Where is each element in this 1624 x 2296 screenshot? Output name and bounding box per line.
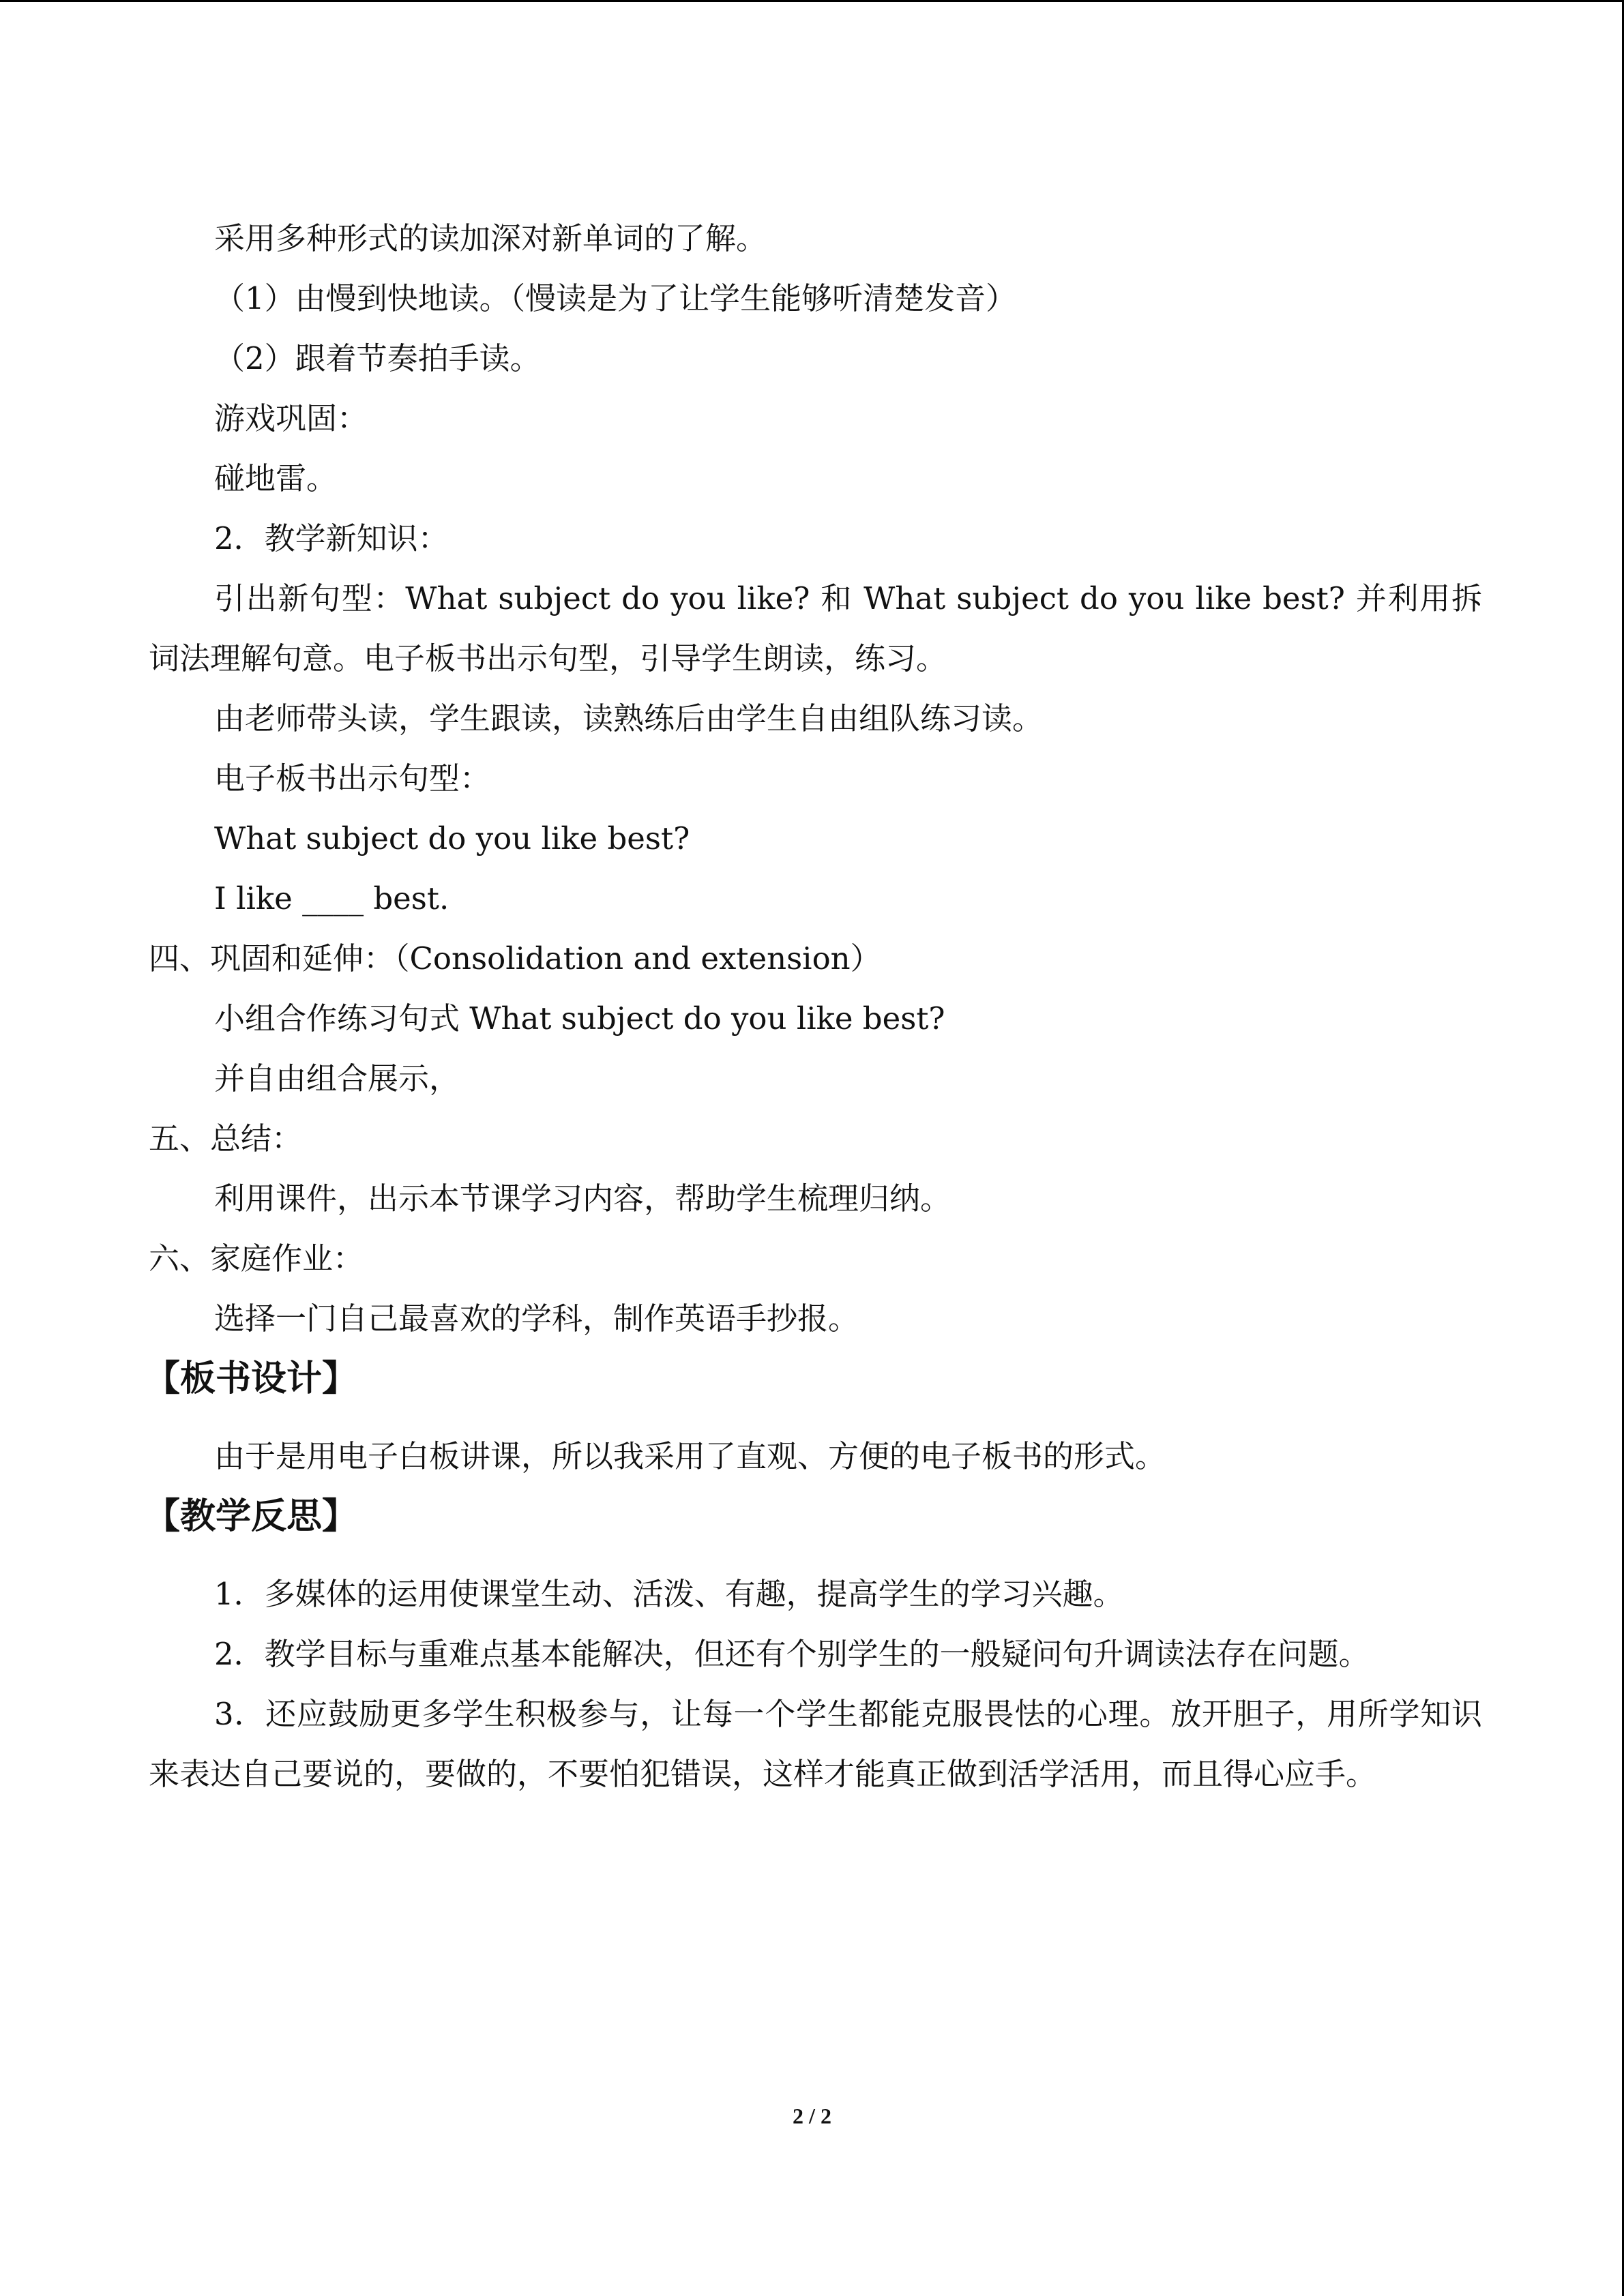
reflection-item: 2．教学目标与重难点基本能解决，但还有个别学生的一般疑问句升调读法存在问题。 bbox=[214, 1636, 1370, 1672]
text-line: 并自由组合展示， bbox=[214, 1060, 460, 1097]
board-design-heading: 【板书设计】 bbox=[145, 1358, 358, 1399]
text-line: I like ____ best. bbox=[214, 880, 449, 916]
paragraph-new-sentence: 引出新句型：What subject do you like? 和 What subject do you like best? 并利用拆词法理解句意。电子板书出示句型，引导学生朗读，练习。 bbox=[149, 580, 1482, 676]
text-line: 2．教学新知识： bbox=[214, 520, 449, 556]
text-line: 由老师带头读，学生跟读，读熟练后由学生自由组队练习读。 bbox=[214, 700, 1044, 736]
document-body bbox=[145, 209, 1482, 1804]
page-border-top bbox=[0, 0, 1624, 2]
text-line: 利用课件，出示本节课学习内容，帮助学生梳理归纳。 bbox=[214, 1180, 951, 1217]
text-line: 选择一门自己最喜欢的学科，制作英语手抄报。 bbox=[214, 1300, 859, 1337]
text-line: 电子板书出示句型： bbox=[214, 760, 491, 796]
text-line: 小组合作练习句式 What subject do you like best? bbox=[214, 1000, 945, 1037]
section-heading: 五、总结： bbox=[149, 1120, 303, 1157]
reflection-item: 1．多媒体的运用使课堂生动、活泼、有趣，提高学生的学习兴趣。 bbox=[214, 1576, 1124, 1612]
text-line: 碰地雷。 bbox=[214, 460, 338, 496]
reflection-item: 3．还应鼓励更多学生积极参与，让每一个学生都能克服畏怯的心理。放开胆子，用所学知识来表达自己要说的，要做的，不要怕犯错误，这样才能真正做到活学活用，而且得心应手。 bbox=[149, 1696, 1482, 1792]
text-line: （2）跟着节奏拍手读。 bbox=[214, 340, 541, 376]
text-line: What subject do you like best? bbox=[214, 820, 690, 856]
section-heading: 四、巩固和延伸：（Consolidation and extension） bbox=[149, 940, 881, 976]
text-line: 采用多种形式的读加深对新单词的了解。 bbox=[214, 220, 767, 256]
teaching-reflection-heading: 【教学反思】 bbox=[145, 1495, 358, 1537]
text-line: （1）由慢到快地读。（慢读是为了让学生能够听清楚发音） bbox=[214, 280, 1017, 316]
section-heading: 六、家庭作业： bbox=[149, 1240, 364, 1277]
board-design-text: 由于是用电子白板讲课，所以我采用了直观、方便的电子板书的形式。 bbox=[214, 1438, 1166, 1474]
page-number: 2 / 2 bbox=[793, 2104, 831, 2128]
text-line: 游戏巩固： bbox=[214, 400, 368, 436]
